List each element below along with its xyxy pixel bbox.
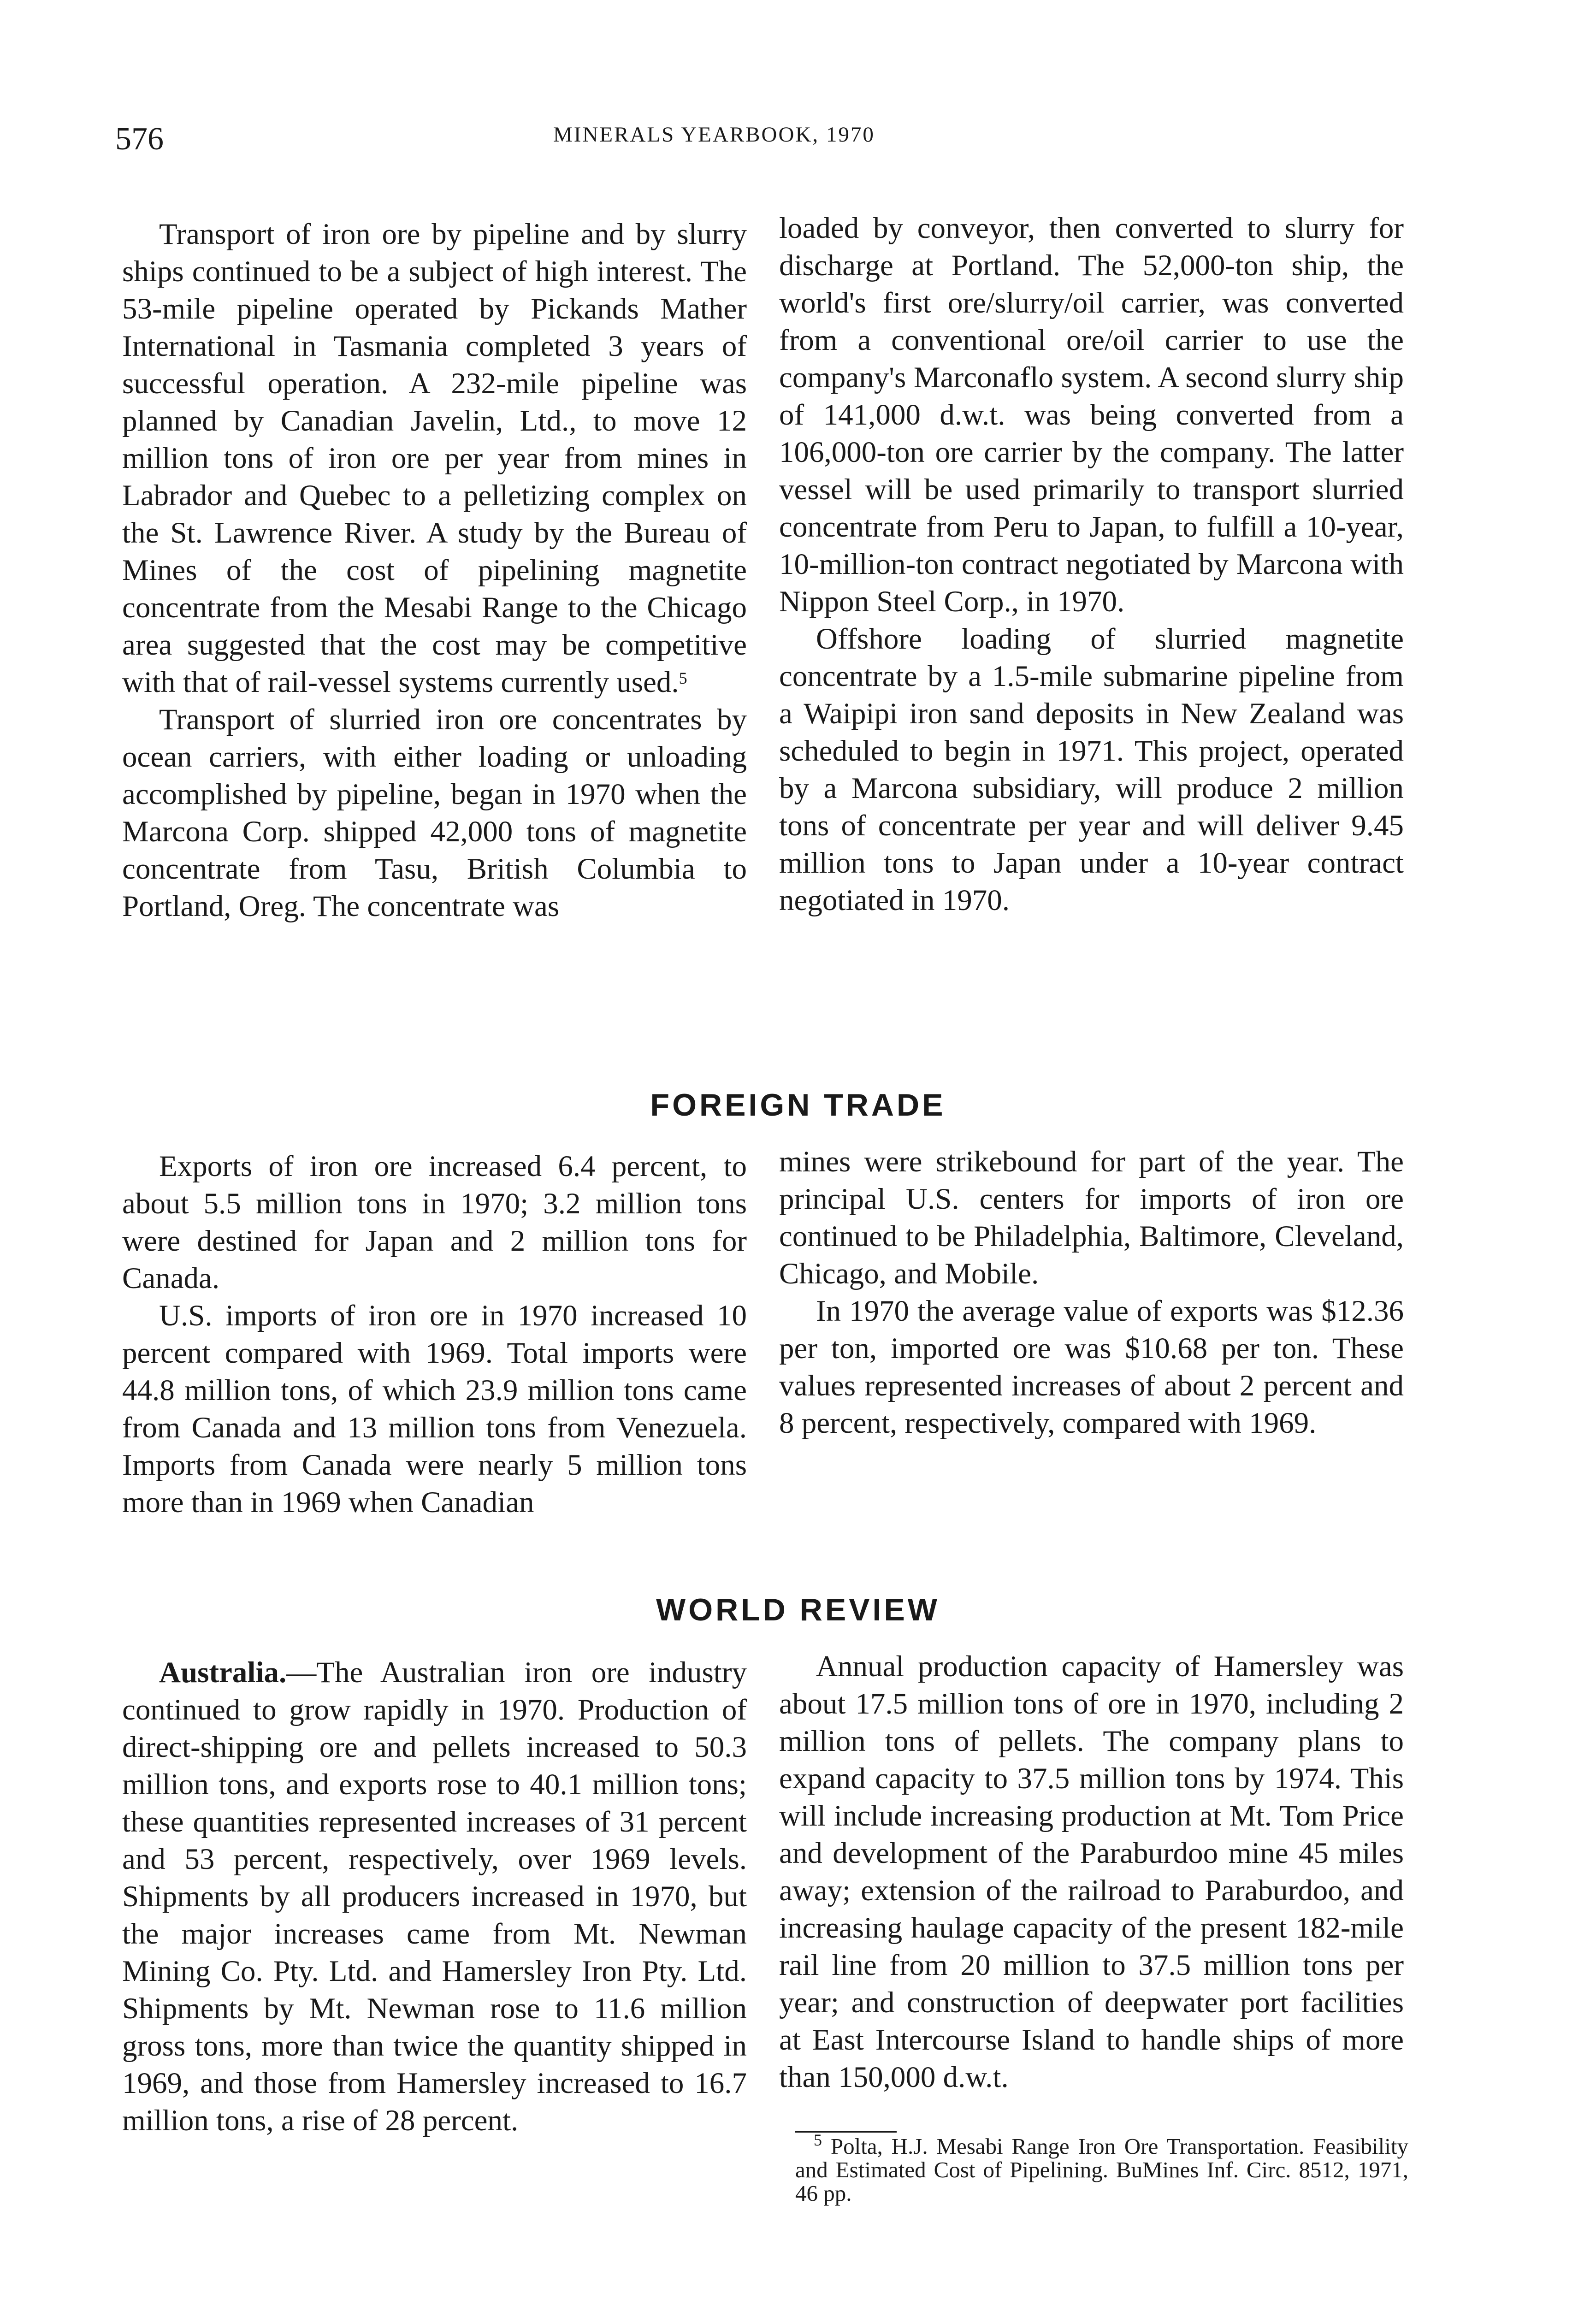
world-review-paragraph xyxy=(122,1654,747,2140)
foreign-trade-heading: FOREIGN TRADE xyxy=(650,1087,946,1123)
world-review-left-column xyxy=(122,1654,747,2140)
footnote-reference: 5 xyxy=(679,669,687,687)
transport-paragraph xyxy=(122,216,747,701)
world-review-heading: WORLD REVIEW xyxy=(656,1592,940,1627)
running-head: MINERALS YEARBOOK, 1970 xyxy=(553,123,875,147)
transport-left-column xyxy=(122,216,747,925)
foreign-trade-paragraph: Exports of iron ore increased 6.4 percent, to about 5.5 million tons in 1970; 3.2 million tons were destined for Japan and 2 million tons for Canada. xyxy=(122,1150,747,1295)
foreign-trade-left-column xyxy=(122,1148,747,1521)
page-number: 576 xyxy=(115,121,164,157)
country-subheading: Australia. xyxy=(159,1656,287,1689)
footnote-number: 5 xyxy=(814,2131,822,2149)
foreign-trade-right-column xyxy=(779,1143,1404,1442)
transport-right-column xyxy=(779,210,1404,919)
foreign-trade-paragraph: U.S. imports of iron ore in 1970 increased 10 percent compared with 1969. Total imports were 44.8 million tons, of which 23.9 million tons came from Canada and 13 million tons from Venezuela. Imports from Canada were nearly 5 million tons more than in 1969 when Canadian xyxy=(122,1299,747,1519)
foreign-trade-paragraph: In 1970 the average value of exports was $12.36 per ton, imported ore was $10.68 per ton. These values represented increases of about 2 percent and 8 percent, respectively, compared with 1969. xyxy=(779,1294,1404,1440)
paragraph-text: Transport of iron ore by pipeline and by slurry ships continued to be a subject of high interest. The 53-mile pipeline operated by Pickands Mather International in Tasmania completed 3 years of successful operation. A 232-mile pipeline was planned by Canadian Javelin, Ltd., to move 12 million tons of iron ore per year from mines in Labrador and Quebec to a pelletizing complex on the St. Lawrence River. A study by the Bureau of Mines of the cost of pipelining magnetite concentrate from the Mesabi Range to the Chicago area suggested that the cost may be competitive with that of rail-vessel systems currently used. xyxy=(122,218,747,699)
footnote-text: Polta, H.J. Mesabi Range Iron Ore Transportation. Feasibility and Estimated Cost of Pipelining. BuMines Inf. Circ. 8512, 1971, 46 pp. xyxy=(795,2134,1409,2206)
paragraph-text: —The Australian iron ore industry continued to grow rapidly in 1970. Production of direct-shipping ore and pellets increased to 50.3 million tons, and exports rose to 40.1 million tons; these quantities represented increases of 31 percent and 53 percent, respectively, over 1969 levels. Shipments by all producers increased in 1970, but the major increases came from Mt. Newman Mining Co. Pty. Ltd. and Hamersley Iron Pty. Ltd. Shipments by Mt. Newman rose to 11.6 million gross tons, more than twice the quantity shipped in 1969, and those from Hamersley increased to 16.7 million tons, a rise of 28 percent. xyxy=(122,1656,747,2137)
transport-paragraph: Offshore loading of slurried magnetite concentrate by a 1.5-mile submarine pipeline from a Waipipi iron sand deposits in New Zealand was scheduled to begin in 1971. This project, operated by a Marcona subsidiary, will produce 2 million tons of concentrate per year and will deliver 9.45 million tons to Japan under a 10-year contract negotiated in 1970. xyxy=(779,622,1404,917)
world-review-right-column xyxy=(779,1648,1404,2096)
world-review-paragraph: Annual production capacity of Hamersley was about 17.5 million tons of ore in 1970, including 2 million tons of pellets. The company plans to expand capacity to 37.5 million tons by 1974. This will include increasing production at Mt. Tom Price and development of the Paraburdoo mine 45 miles away; extension of the railroad to Paraburdoo, and increasing haulage capacity of the present 182-mile rail line from 20 million to 37.5 million tons per year; and construction of deepwater port facilities at East Intercourse Island to handle ships of more than 150,000 d.w.t. xyxy=(779,1650,1404,2094)
foreign-trade-paragraph: mines were strikebound for part of the year. The principal U.S. centers for imports of iron ore continued to be Philadelphia, Baltimore, Cleveland, Chicago, and Mobile. xyxy=(779,1145,1404,1290)
transport-paragraph: loaded by conveyor, then converted to slurry for discharge at Portland. The 52,000-ton ship, the world's first ore/slurry/oil carrier, was converted from a conventional ore/oil carrier to use the company's Marconaflo system. A second slurry ship of 141,000 d.w.t. was being converted from a 106,000-ton ore carrier by the company. The latter vessel will be used primarily to transport slurried concentrate from Peru to Japan, to fulfill a 10-year, 10-million-ton contract negotiated by Marcona with Nippon Steel Corp., in 1970. xyxy=(779,212,1404,618)
transport-paragraph: Transport of slurried iron ore concentrates by ocean carriers, with either loading or unloading accomplished by pipeline, began in 1970 when the Marcona Corp. shipped 42,000 tons of magnetite concentrate from Tasu, British Columbia to Portland, Oreg. The concentrate was xyxy=(122,703,747,923)
footnote-rule xyxy=(795,2131,897,2133)
footnote xyxy=(795,2131,1409,2206)
